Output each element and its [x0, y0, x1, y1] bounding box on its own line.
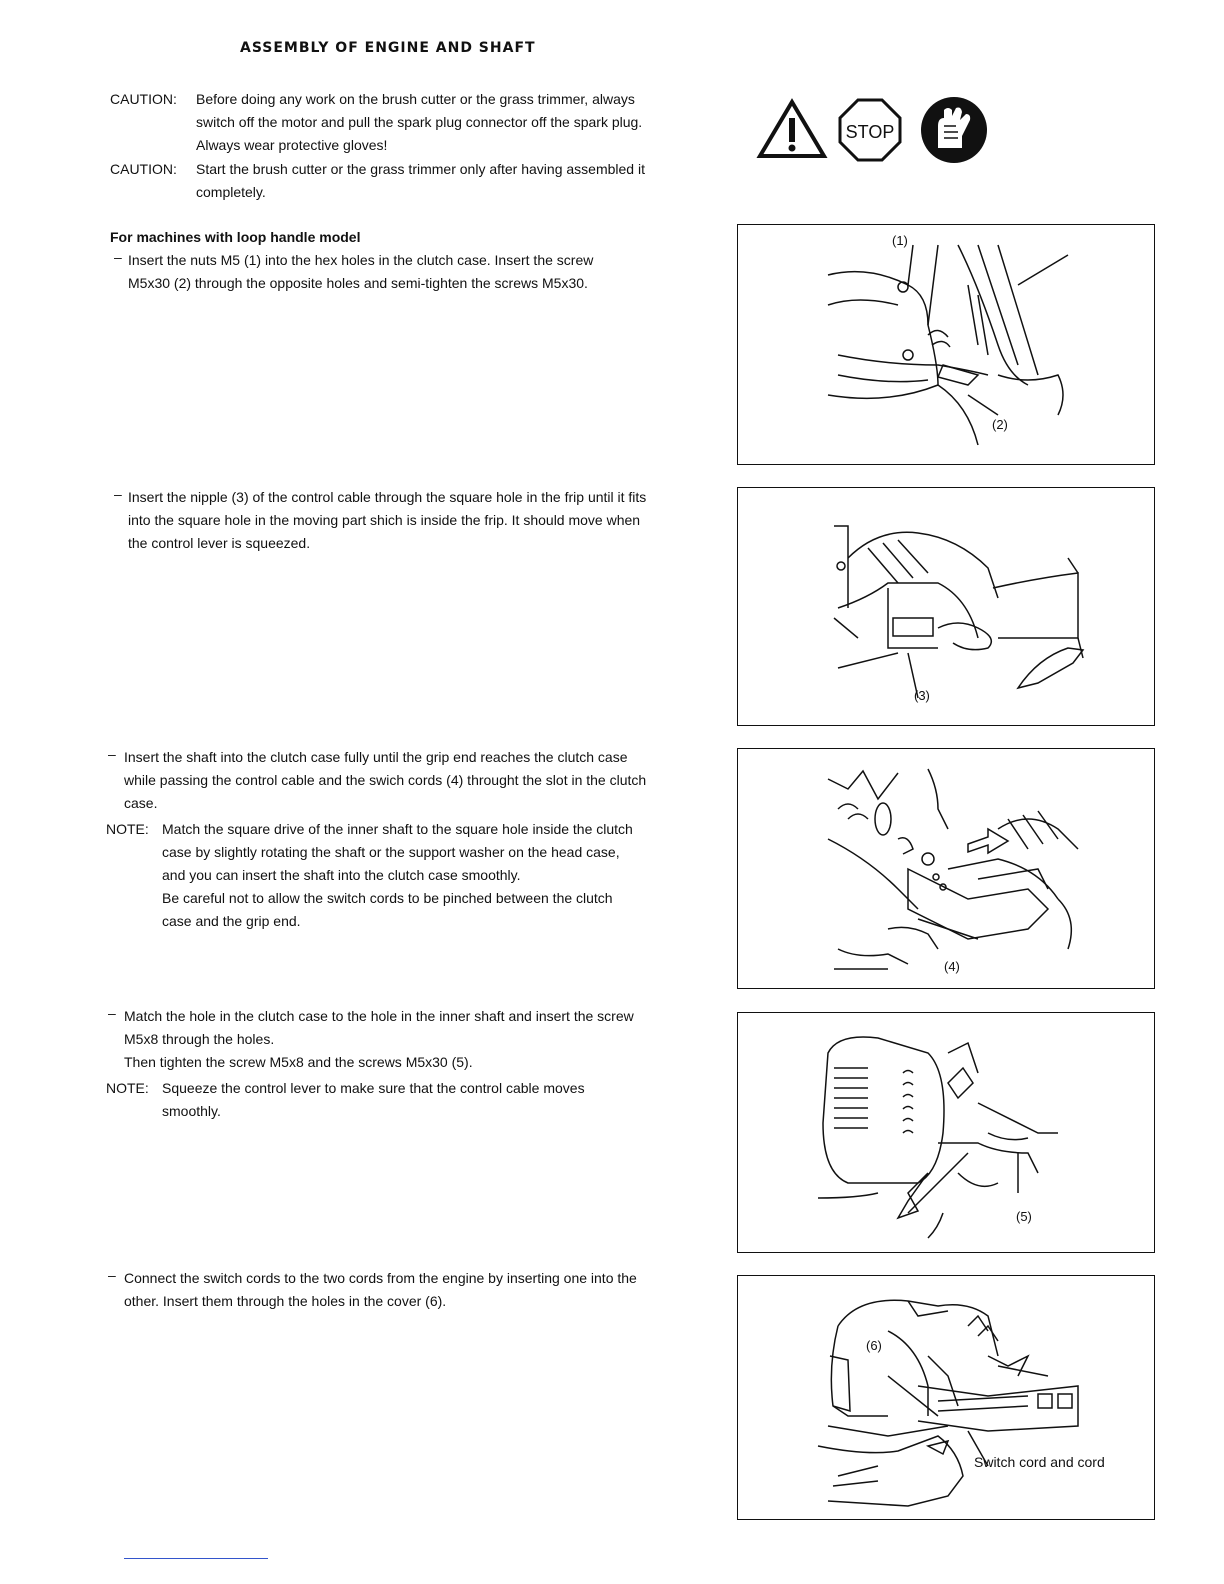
step-3-line-1: Insert the shaft into the clutch case fully until the grip end reaches the clutch case [124, 749, 628, 765]
step-3-dash: – [108, 746, 116, 762]
step-4-note-line-2: smoothly. [162, 1103, 221, 1119]
step-3-line-3: case. [124, 795, 158, 811]
figure-1-drawing [738, 225, 1156, 466]
figure-5 [737, 1275, 1155, 1520]
step-2-dash: – [114, 486, 122, 502]
figure-2-drawing [738, 488, 1156, 727]
figure-2 [737, 487, 1155, 726]
step-4-note-text [162, 1077, 585, 1123]
caution-2-line-1: Start the brush cutter or the grass trimmer only after having assembled it [196, 161, 645, 177]
figure-4 [737, 1012, 1155, 1253]
protective-gloves-icon [921, 97, 987, 163]
figure-2-label-1: (3) [914, 688, 930, 703]
caution-text-2 [196, 158, 645, 204]
step-3-text [124, 746, 646, 815]
step-1-line-1: Insert the nuts M5 (1) into the hex holes in the clutch case. Insert the screw [128, 252, 594, 268]
warning-triangle-icon [760, 102, 824, 156]
caution-label-1: CAUTION: [110, 91, 177, 107]
figure-3-label-1: (4) [944, 959, 960, 974]
stop-sign-icon [840, 100, 900, 160]
caution-1-line-2: switch off the motor and pull the spark plug connector off the spark plug. [196, 114, 643, 130]
step-4-note-label: NOTE: [106, 1080, 149, 1096]
step-2-line-3: the control lever is squeezed. [128, 535, 311, 551]
step-5-line-1: Connect the switch cords to the two cords from the engine by inserting one into the [124, 1270, 637, 1286]
step-3-note-line-3: and you can insert the shaft into the clutch case smoothly. [162, 867, 521, 883]
caution-1-line-1: Before doing any work on the brush cutter or the grass trimmer, always [196, 91, 635, 107]
step-1-line-2: M5x30 (2) through the opposite holes and semi-tighten the screws M5x30. [128, 275, 588, 291]
step-5-text [124, 1267, 637, 1313]
step-4-dash: – [108, 1005, 116, 1021]
step-3-line-2: while passing the control cable and the swich cords (4) throught the slot in the clutch [124, 772, 647, 788]
page-title: ASSEMBLY OF ENGINE AND SHAFT [240, 40, 536, 56]
safety-icons [756, 96, 1006, 164]
figure-3-drawing [738, 749, 1156, 990]
step-2-line-2: into the square hole in the moving part shich is inside the frip. It should move when [128, 512, 641, 528]
step-3-note-line-1: Match the square drive of the inner shaft to the square hole inside the clutch [162, 821, 633, 837]
caution-label-2: CAUTION: [110, 161, 177, 177]
step-5-line-2: other. Insert them through the holes in the cover (6). [124, 1293, 447, 1309]
figure-1-label-1: (1) [892, 233, 908, 248]
step-1-dash: – [114, 249, 122, 265]
step-3-note-line-5: case and the grip end. [162, 913, 301, 929]
step-3-note-label: NOTE: [106, 821, 149, 837]
step-2-line-1: Insert the nipple (3) of the control cable through the square hole in the frip until it fits [128, 489, 647, 505]
step-4-line-2: M5x8 through the holes. [124, 1031, 275, 1047]
step-3-note-line-4: Be careful not to allow the switch cords to be pinched between the clutch [162, 890, 613, 906]
step-2-text [128, 486, 646, 555]
figure-5-drawing [738, 1276, 1156, 1521]
figure-3 [737, 748, 1155, 989]
step-3-note-line-2: case by slightly rotating the shaft or the support washer on the head case, [162, 844, 620, 860]
footer-rule [124, 1558, 268, 1559]
figure-4-label-1: (5) [1016, 1209, 1032, 1224]
step-1-text [128, 249, 593, 295]
step-4-note-line-1: Squeeze the control lever to make sure that the control cable moves [162, 1080, 585, 1096]
figure-1 [737, 224, 1155, 465]
figure-4-drawing [738, 1013, 1156, 1254]
step-3-note-text [162, 818, 633, 933]
step-5-dash: – [108, 1267, 116, 1283]
step-4-text [124, 1005, 634, 1074]
figure-5-label-1: (6) [866, 1338, 882, 1353]
section-heading: For machines with loop handle model [110, 229, 361, 245]
caution-text-1 [196, 88, 642, 157]
stop-text: STOP [845, 122, 895, 142]
figure-1-label-2: (2) [992, 417, 1008, 432]
caution-1-line-3: Always wear protective gloves! [196, 137, 388, 153]
step-4-line-1: Match the hole in the clutch case to the hole in the inner shaft and insert the screw [124, 1008, 634, 1024]
step-4-line-3: Then tighten the screw M5x8 and the screws M5x30 (5). [124, 1054, 473, 1070]
figure-5-label-2: Switch cord and cord [974, 1454, 1105, 1470]
caution-2-line-2: completely. [196, 184, 266, 200]
